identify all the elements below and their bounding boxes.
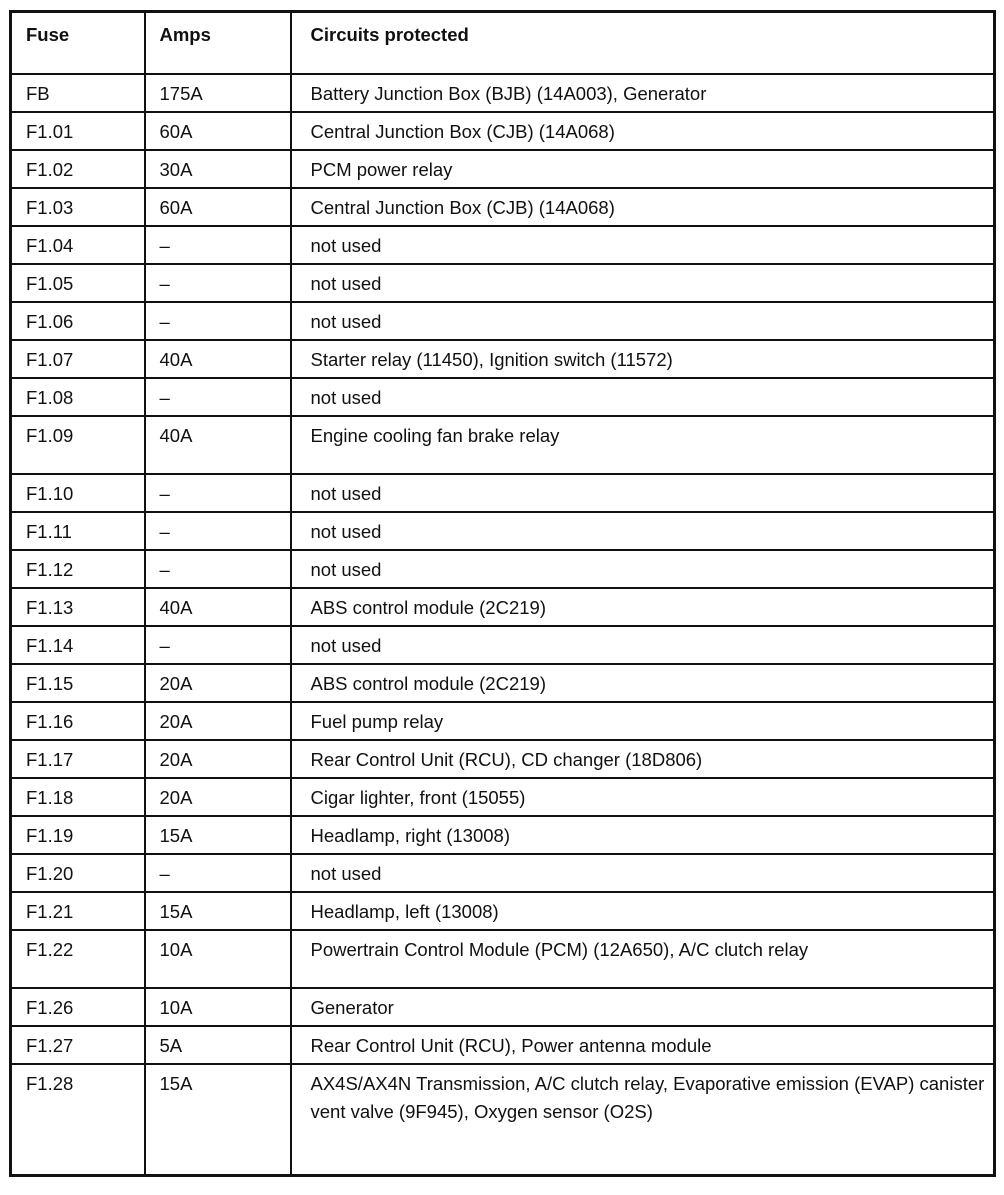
fuse-table	[9, 10, 996, 1177]
fuse-cell: F1.12	[11, 550, 145, 588]
circuit-cell: Rear Control Unit (RCU), CD changer (18D806)	[291, 740, 995, 778]
circuit-cell: Cigar lighter, front (15055)	[291, 778, 995, 816]
header-amps: Amps	[145, 12, 291, 74]
table-row	[11, 988, 995, 1026]
table-row	[11, 816, 995, 854]
amps-cell: 10A	[145, 930, 291, 988]
fuse-cell: F1.09	[11, 416, 145, 474]
amps-cell: 40A	[145, 340, 291, 378]
amps-cell: –	[145, 854, 291, 892]
amps-cell: 60A	[145, 188, 291, 226]
table-row	[11, 416, 995, 474]
circuit-cell: ABS control module (2C219)	[291, 664, 995, 702]
table-row	[11, 854, 995, 892]
fuse-cell: F1.28	[11, 1064, 145, 1176]
table-row	[11, 1064, 995, 1176]
circuit-cell: not used	[291, 512, 995, 550]
amps-cell: –	[145, 264, 291, 302]
table-row	[11, 664, 995, 702]
amps-cell: 40A	[145, 588, 291, 626]
fuse-cell: F1.18	[11, 778, 145, 816]
table-row	[11, 778, 995, 816]
circuit-cell: PCM power relay	[291, 150, 995, 188]
amps-cell: 20A	[145, 778, 291, 816]
fuse-cell: F1.17	[11, 740, 145, 778]
fuse-cell: F1.15	[11, 664, 145, 702]
header-row	[11, 12, 995, 74]
table-row	[11, 264, 995, 302]
table-row	[11, 150, 995, 188]
table-row	[11, 702, 995, 740]
amps-cell: 15A	[145, 1064, 291, 1176]
amps-cell: –	[145, 302, 291, 340]
amps-cell: 30A	[145, 150, 291, 188]
fuse-cell: F1.14	[11, 626, 145, 664]
amps-cell: 15A	[145, 892, 291, 930]
table-row	[11, 892, 995, 930]
table-row	[11, 302, 995, 340]
circuit-cell: Generator	[291, 988, 995, 1026]
fuse-cell: F1.08	[11, 378, 145, 416]
table-row	[11, 740, 995, 778]
circuit-cell: Battery Junction Box (BJB) (14A003), Generator	[291, 74, 995, 112]
fuse-cell: F1.01	[11, 112, 145, 150]
amps-cell: 175A	[145, 74, 291, 112]
fuse-cell: F1.26	[11, 988, 145, 1026]
table-row	[11, 550, 995, 588]
amps-cell: 20A	[145, 702, 291, 740]
circuit-cell: not used	[291, 378, 995, 416]
circuit-cell: not used	[291, 302, 995, 340]
fuse-cell: F1.19	[11, 816, 145, 854]
fuse-cell: F1.06	[11, 302, 145, 340]
circuit-cell: ABS control module (2C219)	[291, 588, 995, 626]
table-header	[11, 12, 995, 74]
amps-cell: 15A	[145, 816, 291, 854]
fuse-cell: F1.03	[11, 188, 145, 226]
header-circuits: Circuits protected	[291, 12, 995, 74]
amps-cell: 20A	[145, 740, 291, 778]
table-body	[11, 74, 995, 1176]
fuse-cell: F1.20	[11, 854, 145, 892]
circuit-cell: Central Junction Box (CJB) (14A068)	[291, 188, 995, 226]
table-row	[11, 1026, 995, 1064]
amps-cell: –	[145, 626, 291, 664]
table-row	[11, 74, 995, 112]
fuse-cell: F1.27	[11, 1026, 145, 1064]
table-row	[11, 112, 995, 150]
amps-cell: 40A	[145, 416, 291, 474]
circuit-cell: Engine cooling fan brake relay	[291, 416, 995, 474]
circuit-cell: not used	[291, 474, 995, 512]
table-row	[11, 512, 995, 550]
circuit-cell: not used	[291, 626, 995, 664]
table-row	[11, 930, 995, 988]
amps-cell: –	[145, 550, 291, 588]
table-row	[11, 474, 995, 512]
fuse-cell: FB	[11, 74, 145, 112]
fuse-cell: F1.16	[11, 702, 145, 740]
circuit-cell: not used	[291, 854, 995, 892]
circuit-cell: Fuel pump relay	[291, 702, 995, 740]
fuse-cell: F1.11	[11, 512, 145, 550]
fuse-cell: F1.07	[11, 340, 145, 378]
amps-cell: 10A	[145, 988, 291, 1026]
header-fuse: Fuse	[11, 12, 145, 74]
amps-cell: –	[145, 474, 291, 512]
circuit-cell: Starter relay (11450), Ignition switch (11572)	[291, 340, 995, 378]
fuse-cell: F1.13	[11, 588, 145, 626]
table-row	[11, 588, 995, 626]
circuit-cell: not used	[291, 226, 995, 264]
amps-cell: –	[145, 226, 291, 264]
circuit-cell: Headlamp, right (13008)	[291, 816, 995, 854]
amps-cell: 5A	[145, 1026, 291, 1064]
table-row	[11, 626, 995, 664]
circuit-cell: Central Junction Box (CJB) (14A068)	[291, 112, 995, 150]
table-row	[11, 378, 995, 416]
amps-cell: –	[145, 512, 291, 550]
table-row	[11, 340, 995, 378]
fuse-cell: F1.10	[11, 474, 145, 512]
fuse-cell: F1.22	[11, 930, 145, 988]
fuse-cell: F1.05	[11, 264, 145, 302]
fuse-cell: F1.21	[11, 892, 145, 930]
amps-cell: 60A	[145, 112, 291, 150]
circuit-cell: Powertrain Control Module (PCM) (12A650), A/C clutch relay	[291, 930, 995, 988]
circuit-cell: Rear Control Unit (RCU), Power antenna module	[291, 1026, 995, 1064]
circuit-cell: not used	[291, 264, 995, 302]
circuit-cell: Headlamp, left (13008)	[291, 892, 995, 930]
fuse-cell: F1.04	[11, 226, 145, 264]
table-row	[11, 188, 995, 226]
amps-cell: –	[145, 378, 291, 416]
table-row	[11, 226, 995, 264]
fuse-cell: F1.02	[11, 150, 145, 188]
circuit-cell: AX4S/AX4N Transmission, A/C clutch relay, Evaporative emission (EVAP) canister vent valve (9F945), Oxygen sensor (O2S)	[291, 1064, 995, 1176]
amps-cell: 20A	[145, 664, 291, 702]
circuit-cell: not used	[291, 550, 995, 588]
